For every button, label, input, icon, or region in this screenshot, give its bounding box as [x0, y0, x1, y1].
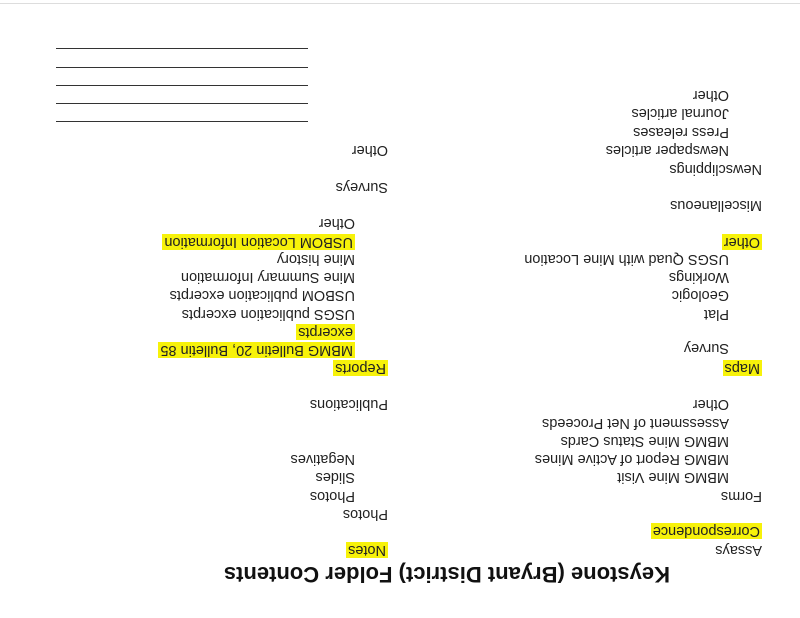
blank-line: [56, 67, 308, 68]
blank-line: [56, 48, 308, 49]
reports-item: USBOM publication excerpts: [169, 287, 355, 303]
newsclippings-item: Press releases: [633, 124, 729, 140]
surveys-label: Surveys: [335, 179, 388, 195]
newsclippings-item: Newspaper articles: [605, 142, 729, 158]
newsclippings-item: Journal articles: [631, 105, 729, 121]
newsclippings-heading: Newsclippings: [669, 161, 762, 177]
miscellaneous-label: Miscellaneous: [670, 197, 762, 213]
maps-item: Survey: [683, 340, 729, 356]
photos-item: Photos: [309, 488, 355, 504]
publications-label: Publications: [309, 396, 388, 412]
reports-mbmg-excerpts: excerpts: [298, 324, 353, 340]
reports-usbom-location: USBOM Location Information: [164, 234, 353, 250]
reports-mbmg-bulletin: MBMG Bulletin 20, Bulletin 85: [160, 342, 353, 358]
reports-item: Mine history: [276, 251, 355, 267]
page-title: Keystone (Bryant District) Folder Contents: [223, 562, 670, 587]
forms-item: MBMG Report of Active Mines: [534, 451, 729, 467]
photos-item: Slides: [315, 469, 355, 485]
maps-item: USGS Quad with Mine Location: [524, 251, 729, 267]
newsclippings-item: Other: [692, 87, 729, 103]
forms-item: MBMG Mine Status Cards: [560, 433, 729, 449]
forms-item: Other: [692, 396, 729, 412]
maps-heading: Maps: [724, 360, 760, 376]
maps-item: Workings: [668, 269, 729, 285]
photos-item: Negatives: [290, 451, 355, 467]
forms-item: Assessment of Net Proceeds: [542, 415, 729, 431]
reports-heading: Reports: [335, 360, 386, 376]
page-edge: [0, 3, 800, 4]
blank-line: [56, 103, 308, 104]
correspondence-label: Correspondence: [652, 523, 760, 539]
forms-heading: Forms: [720, 488, 762, 504]
blank-line: [56, 121, 308, 122]
photos-heading: Photos: [342, 506, 388, 522]
maps-item: Plat: [704, 306, 729, 322]
reports-other: Other: [318, 215, 355, 231]
notes-label: Notes: [348, 542, 386, 558]
maps-other: Other: [723, 234, 760, 250]
blank-line: [56, 85, 308, 86]
reports-item: USGS publication excerpts: [181, 306, 355, 322]
forms-item: MBMG Mine Visit: [617, 469, 729, 485]
assays-label: Assays: [715, 542, 762, 558]
other-label: Other: [351, 142, 388, 158]
maps-item: Geologic: [671, 287, 729, 303]
reports-item: Mine Summary Information: [180, 269, 355, 285]
